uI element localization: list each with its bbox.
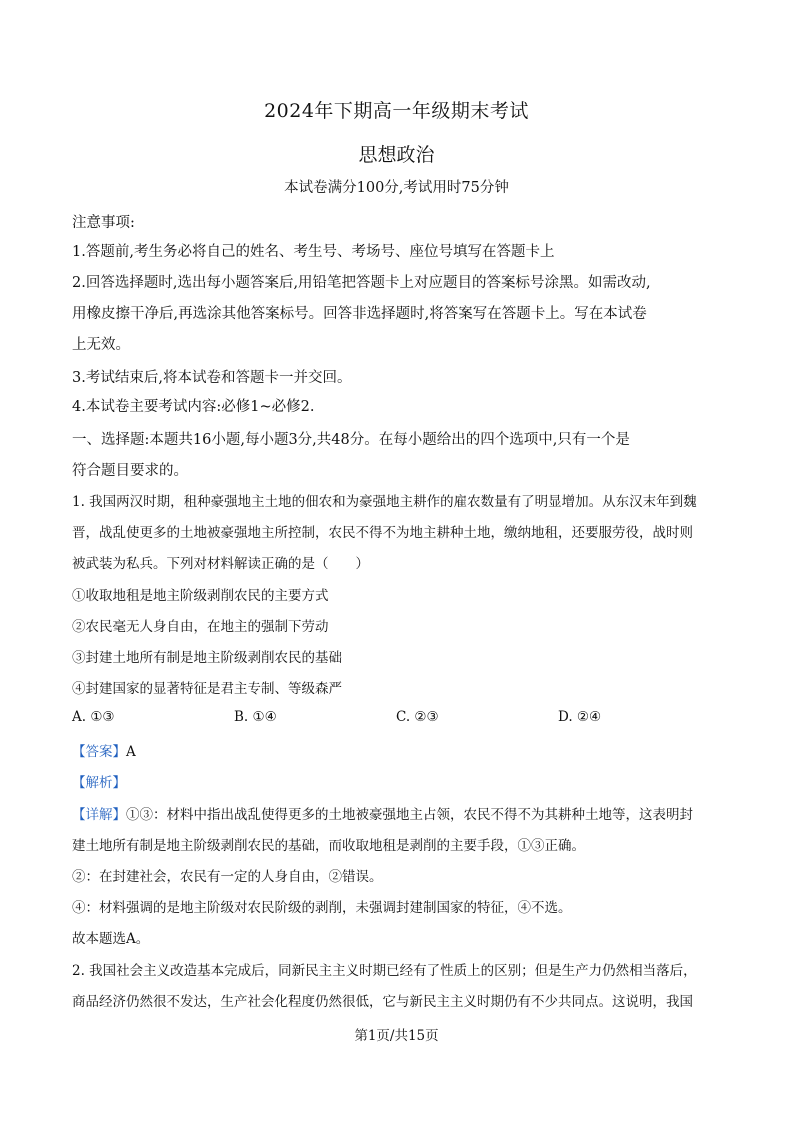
- exam-title: 2024年下期高一年级期末考试: [264, 100, 529, 122]
- note-2-line-1: 2.回答选择题时,选出每小题答案后,用铅笔把答题卡上对应题目的答案标号涂黑。如需改动,: [72, 275, 651, 291]
- note-3: 3.考试结束后,将本试卷和答题卡一并交回。: [72, 370, 352, 386]
- analysis-tag: 【解析】: [72, 775, 126, 791]
- section-heading-line-2: 符合题目要求的。: [72, 463, 188, 479]
- section-heading-line-1: 一、选择题:本题共16小题,每小题3分,共48分。在每小题给出的四个选项中,只有一个是: [72, 432, 630, 448]
- q1-option-c: C. ②③: [396, 709, 439, 725]
- note-2-line-2: 用橡皮擦干净后,再选涂其他答案标号。回答非选择题时,将答案写在答题卡上。写在本试卷: [72, 306, 647, 322]
- q1-option-a: A. ①③: [72, 709, 115, 725]
- note-2-line-3: 上无效。: [72, 337, 130, 353]
- q1-option-b: B. ①④: [234, 709, 277, 725]
- answer-tag: 【答案】: [72, 744, 126, 760]
- q1-stem-line-2: 晋，战乱使更多的土地被豪强地主所控制，农民不得不为地主耕种土地，缴纳地租，还要服劳役，战时则: [72, 525, 693, 541]
- note-1: 1.答题前,考生务必将自己的姓名、考生号、考场号、座位号填写在答题卡上: [72, 244, 555, 260]
- detail-text-1: ①③：材料中指出战乱使得更多的土地被豪强地主占领，农民不得不为其耕种土地等，这表明封: [126, 807, 693, 823]
- q1-statement-4: ④封建国家的显著特征是君主专制、等级森严: [72, 681, 342, 697]
- q1-detail-3: ④：材料强调的是地主阶级对农民阶级的剥削，未强调封建制国家的特征，④不选。: [72, 900, 572, 916]
- q1-detail-line-2: 建土地所有制是地主阶级剥削农民的基础，而收取地租是剥削的主要手段，①③正确。: [72, 838, 585, 854]
- exam-subject: 思想政治: [358, 144, 435, 166]
- q1-statement-2: ②农民毫无人身自由，在地主的强制下劳动: [72, 619, 329, 635]
- q1-conclusion: 故本题选A。: [72, 931, 150, 947]
- q1-stem-line-1: 1. 我国两汉时期，租种豪强地主土地的佃农和为豪强地主耕作的雇农数量有了明显增加。从东汉末年到魏: [72, 494, 697, 510]
- q1-answer: [72, 740, 136, 760]
- page-number: 第1页/共15页: [354, 1028, 439, 1044]
- exam-meta: 本试卷满分100分,考试用时75分钟: [284, 180, 509, 196]
- q1-option-d: D. ②④: [558, 709, 602, 725]
- q1-detail-2: ②：在封建社会，农民有一定的人身自由，②错误。: [72, 869, 383, 885]
- q1-detail-line-1: [72, 803, 693, 823]
- q2-stem-line-2: 商品经济仍然很不发达，生产社会化程度仍然很低，它与新民主主义时期仍有不少共同点。这说明，我国: [72, 994, 693, 1010]
- answer-value: A: [126, 744, 136, 760]
- q1-statement-3: ③封建土地所有制是地主阶级剥削农民的基础: [72, 650, 342, 666]
- q1-stem-line-3: 被武装为私兵。下列对材料解读正确的是（ ）: [72, 556, 369, 572]
- q2-stem-line-1: 2. 我国社会主义改造基本完成后，同新民主主义时期已经有了性质上的区别；但是生产力仍然相当落后，: [72, 963, 697, 979]
- q1-statement-1: ①收取地租是地主阶级剥削农民的主要方式: [72, 588, 329, 604]
- notes-heading: 注意事项:: [72, 215, 135, 231]
- note-4: 4.本试卷主要考试内容:必修1~必修2.: [72, 399, 315, 415]
- q1-analysis-heading: [72, 771, 126, 791]
- detail-tag: 【详解】: [72, 807, 126, 823]
